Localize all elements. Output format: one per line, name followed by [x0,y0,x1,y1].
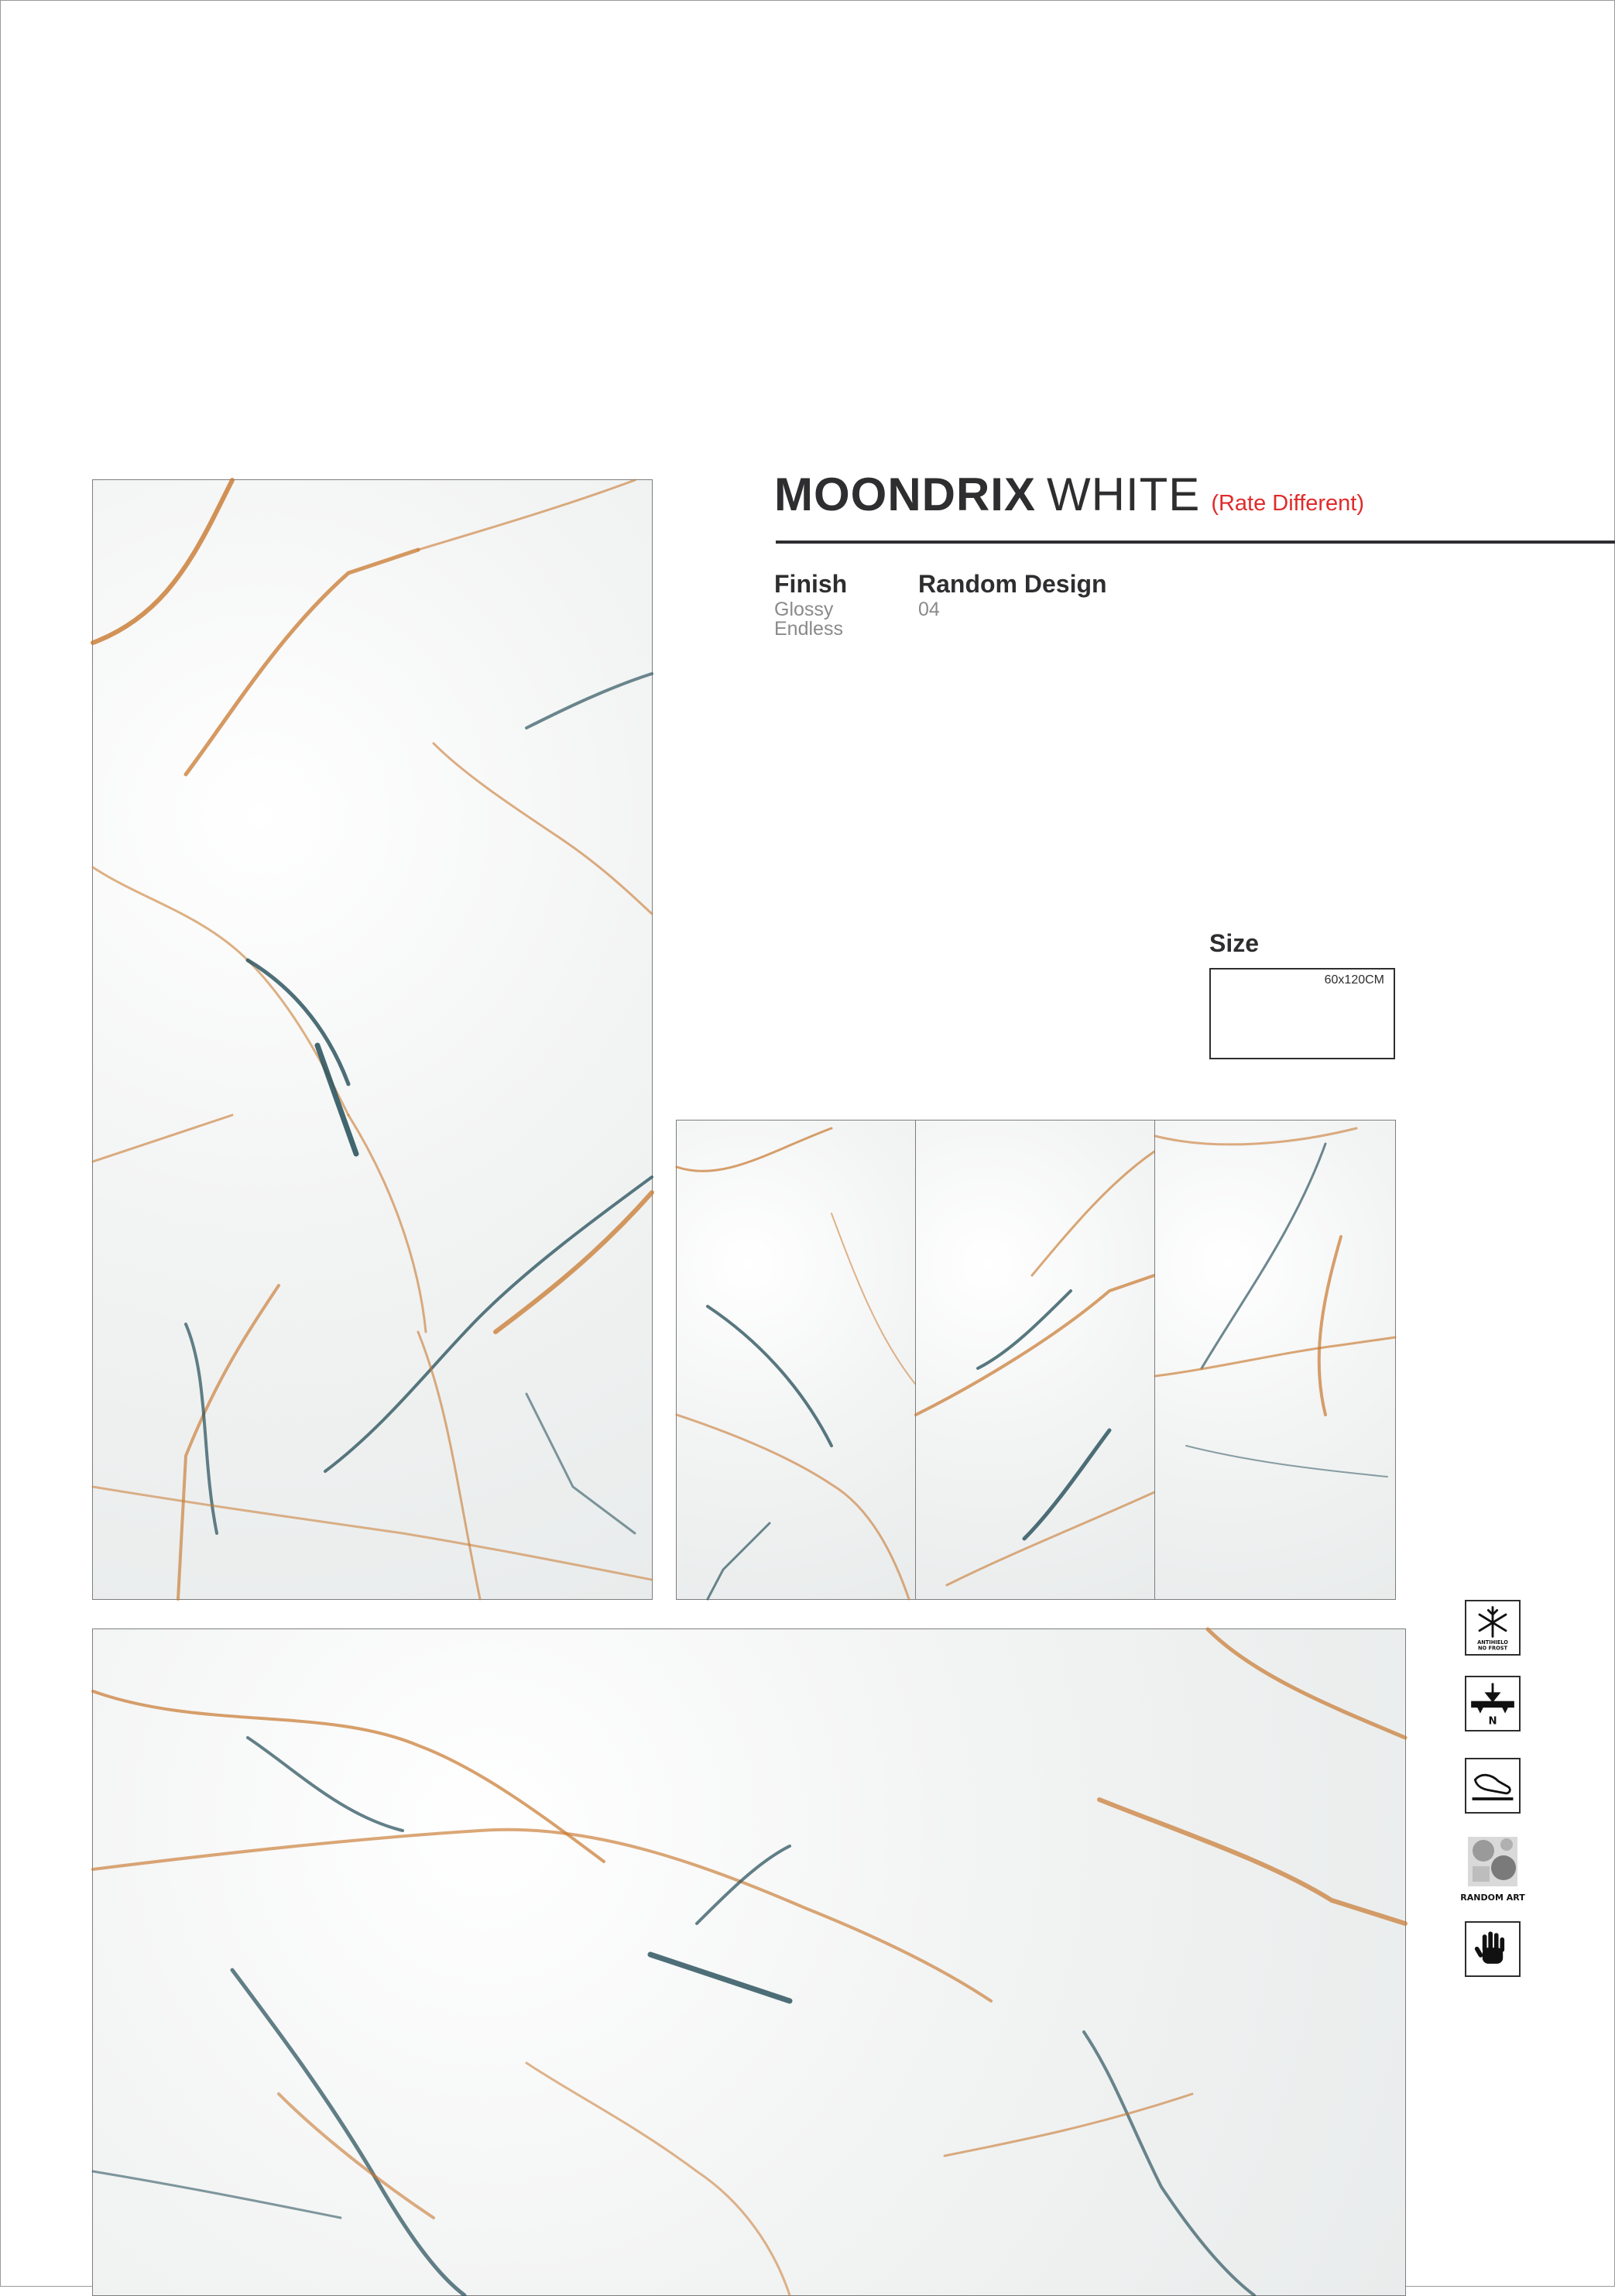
tile-preview-vertical [92,479,653,1600]
svg-text:RANDOM ART: RANDOM ART [1460,1893,1525,1903]
title-divider [776,541,1615,544]
tile-preview-horizontal [92,1628,1406,2296]
finish-label: Finish [774,570,848,598]
size-value: 60x120CM [1324,973,1384,987]
tile-preview-set-1 [676,1120,916,1600]
size-box [1209,968,1395,1059]
hand-touch-icon [1465,1921,1521,1977]
load-resistance-icon [1465,1676,1521,1731]
antihielo-no-frost-icon [1465,1600,1521,1656]
random-art-icon [1460,1834,1525,1908]
rate-note: (Rate Different) [1211,491,1365,516]
svg-text:N: N [1488,1715,1497,1728]
tile-preview-set-2 [915,1120,1155,1600]
tile-preview-set-3 [1154,1120,1396,1600]
slip-resistance-icon [1465,1758,1521,1814]
design-value: 04 [918,599,940,620]
svg-text:NO FROST: NO FROST [1478,1645,1507,1652]
size-label: Size [1209,929,1260,957]
finish-value-2: Endless [774,618,843,640]
product-name-bold: MOONDRIX [774,468,1036,520]
product-name-light: WHITE [1047,468,1201,520]
design-label: Random Design [918,570,1107,598]
svg-text:ANTIHIELO: ANTIHIELO [1477,1639,1508,1646]
product-title [774,468,1364,522]
finish-value-1: Glossy [774,599,834,620]
